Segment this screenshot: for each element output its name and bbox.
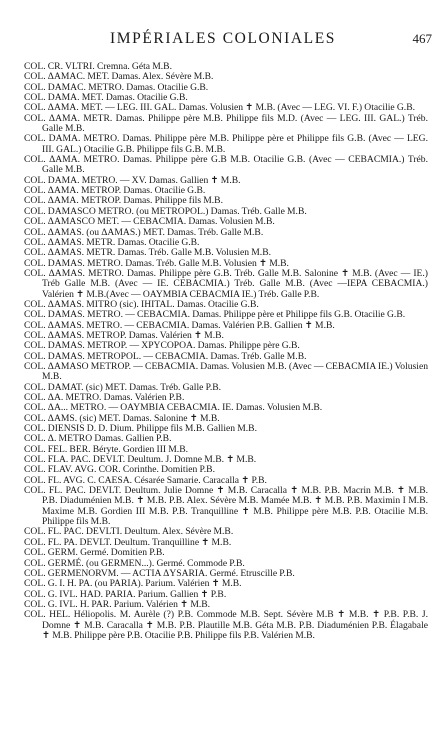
catalog-entry: COL. FL. PA. DEVLT. Deultum. Tranquilline ✝ M.B. <box>24 536 232 548</box>
catalog-entry: COL. DAMA. METRO. — XV. Damas. Gallien ✝ M.B. <box>24 174 241 186</box>
running-title: IMPÉRIALES COLONIALES <box>109 30 337 47</box>
catalog-entry: COL. FL. PAC. DEVLTI. Deultum. Alex. Sévère M.B. <box>24 526 234 538</box>
catalog-entry: COL. DAMAT. (sic) MET. Damas. Tréb. Galle P.B. <box>24 381 222 393</box>
catalog-entry: COL. DAMAC. METRO. Damas. Otacilie G.B. <box>24 81 209 93</box>
catalog-entry: COL. CR. VLTRI. Cremna. Géta M.B. <box>24 61 172 72</box>
catalog-entry: COL. ΔAMAS. METROP. Damas. Valérien ✝ M.B. <box>24 329 224 341</box>
catalog-entry: COL. G. IVL. HAD. PARIA. Parium. Gallien ✝ P.B. <box>24 588 227 600</box>
catalog-entry: COL. ΔAMAS. MITRO (sic). IHITAL. Damas. Otacilie G.B. <box>24 298 259 310</box>
catalog-entry: COL. HEL. Héliopolis. M. Aurèle (?) P.B. Commode M.B. Sept. Sévère M.B ✝ M.B. ✝ P.B. P.B. J. Domne ✝ M.B. Caracalla ✝ M.B. P.B. Plautille M.B. Géta M.B. P.B. Diaduménien P.B. Élagabale ✝ M.B. Philippe père P.B. Otacilie P.B. Philippe fils P.B. Valérien M.B. <box>24 609 428 641</box>
coin-legend-list <box>24 62 428 641</box>
catalog-entry: COL. ΔAMAS. METRO. Damas. Philippe père G.B. Tréb. Galle M.B. Salonine ✝ M.B. (Avec — IE.) Tréb Galle M.B. (Avec — IE. CEBACMIA.) Tréb. Galle M.B. (Avec —IEPA CEBACMIA.) Valérien ✝ M.B.(Avec — OAYMBIA CEBACMIA IE.) Tréb. Galle P.B. <box>24 267 428 300</box>
catalog-entry: COL. DIENSIS D. D. Dium. Philippe fils M.B. Gallien M.B. <box>24 423 257 435</box>
catalog-entry: COL. DAMAS. METRO. Damas. Tréb. Galle M.B. Volusien ✝ M.B. <box>24 257 289 269</box>
catalog-entry: COL. DAMA. MET. Damas. Otacilie G.B. <box>24 92 188 104</box>
catalog-entry: COL. ΔAMS. (sic) MET. Damas. Salonine ✝ M.B. <box>24 412 220 424</box>
catalog-entry: COL. ΔAMAS. (ou ΔAMAS.) MET. Damas. Tréb. Galle M.B. <box>24 226 264 238</box>
page-header <box>0 30 446 50</box>
catalog-entry: COL. ΔAMA. METROP. Damas. Otacilie G.B. <box>24 185 206 197</box>
catalog-entry: COL. ΔAMA. MET. — LEG. III. GAL. Damas. Volusien ✝ M.B. (Avec — LEG. VI. F.) Otacilie G.B. <box>24 102 415 114</box>
catalog-entry: COL. ΔAMAS. METR. Damas. Otacilie G.B. <box>24 236 200 248</box>
catalog-entry: COL. DAMAS. METROP. — XPYCOPOA. Damas. Philippe père G.B. <box>24 340 300 352</box>
catalog-entry: COL. GERMÉ. (ou GERMEN...). Germé. Commode P.B. <box>24 557 245 569</box>
catalog-entry: COL. ΔAMASCO MET. — CEBACMIA. Damas. Volusien M.B. <box>24 216 275 228</box>
catalog-entry: COL. ΔAMA. METROP. Damas. Philippe fils M.B. <box>24 195 223 207</box>
catalog-entry: COL. FLAV. AVG. COR. Corinthe. Domitien P.B. <box>24 464 215 476</box>
catalog-entry: COL. DAMAS. METRO. — CEBACMIA. Damas. Philippe père et Philippe fils G.B. Otacilie G.B. <box>24 309 406 321</box>
catalog-entry: COL. ΔAMAS. METRO. — CEBACMIA. Damas. Valérien P.B. Gallien ✝ M.B. <box>24 319 335 331</box>
catalog-entry: COL. G. IVL. H. PAR. Parium. Valérien ✝ M.B. <box>24 598 211 610</box>
catalog-entry: COL. G. I. H. PA. (ou PARIA). Parium. Valérien ✝ M.B. <box>24 578 242 590</box>
catalog-entry: COL. Δ. METRO Damas. Gallien P.B. <box>24 433 172 445</box>
catalog-entry: COL. ΔAMAC. MET. Damas. Alex. Sévère M.B. <box>24 71 214 83</box>
page-number: 467 <box>412 31 432 46</box>
catalog-entry: COL. DAMAS. METROPOL. — CEBACMIA. Damas. Tréb. Galle M.B. <box>24 350 307 362</box>
catalog-entry: COL. DAMASCO METRO. (ou METROPOL.) Damas. Tréb. Galle M.B. <box>24 205 307 217</box>
catalog-entry: COL. ΔA. METRO. Damas. Valérien P.B. <box>24 392 185 403</box>
catalog-entry: COL. GERM. Germé. Domitien P.B. <box>24 547 165 559</box>
catalog-entry: COL. ΔAMA. METR. Damas. Philippe père M.B. Philippe fils M.D. (Avec — LEG. III. GAL.) Tréb. Galle M.B. <box>24 112 428 135</box>
catalog-entry: COL. ΔAMAS. METR. Damas. Tréb. Galle M.B. Volusien M.B. <box>24 247 272 259</box>
catalog-entry: COL. ΔA... METRO. — OAYMBIA CEBACMIA. IE. Damas. Volusien M.B. <box>24 402 323 414</box>
catalog-entry: COL. ΔAMASO METROP. — CEBACMIA. Damas. Volusien M.B. (Avec — CEBACMIA IE.) Volusien M.B. <box>24 360 428 383</box>
catalog-entry: COL. FL. PAC. DEVLT. Deultum. Julie Domne ✝ M.B. Caracalla ✝ M.B. P.B. Macrin M.B. ✝ M.B. P.B. Diaduménien M.B. ✝ M.B. P.B. Alex. Sévère M.B. Mamée M.B. ✝ M.B. P.B. Maximin I M.B. Maxime M.B. Gordien III M.B. P.B. Tranquilline ✝ M.B. Philippe père M.B. P.B. Otacilie M.B. Philippe fils M.B. <box>24 485 428 528</box>
catalog-entry: COL. FL. AVG. C. CAESA. Césarée Samarie. Caracalla ✝ P.B. <box>24 474 267 486</box>
catalog-entry: COL. FLA. PAC. DEVLT. Deultum. J. Domne M.B. ✝ M.B. <box>24 454 257 466</box>
catalog-entry: COL. DAMA. METRO. Damas. Philippe père M.B. Philippe père et Philippe fils G.B. (Avec — LEG. III. GAL.) Otacilie G.B. Philippe fils G.B. M.B. <box>24 133 428 155</box>
catalog-entry: COL. FEL. BER. Béryte. Gordien III M.B. <box>24 443 189 455</box>
catalog-entry: COL. ΔAMA. METRO. Damas. Philippe père G.B M.B. Otacilie G.B. (Avec — CEBACMIA.) Tréb. Galle M.B. <box>24 154 428 176</box>
catalog-entry: COL. GERMENORVM. — ACTIA ΔYSARIA. Germé. Etruscille P.B. <box>24 567 295 579</box>
